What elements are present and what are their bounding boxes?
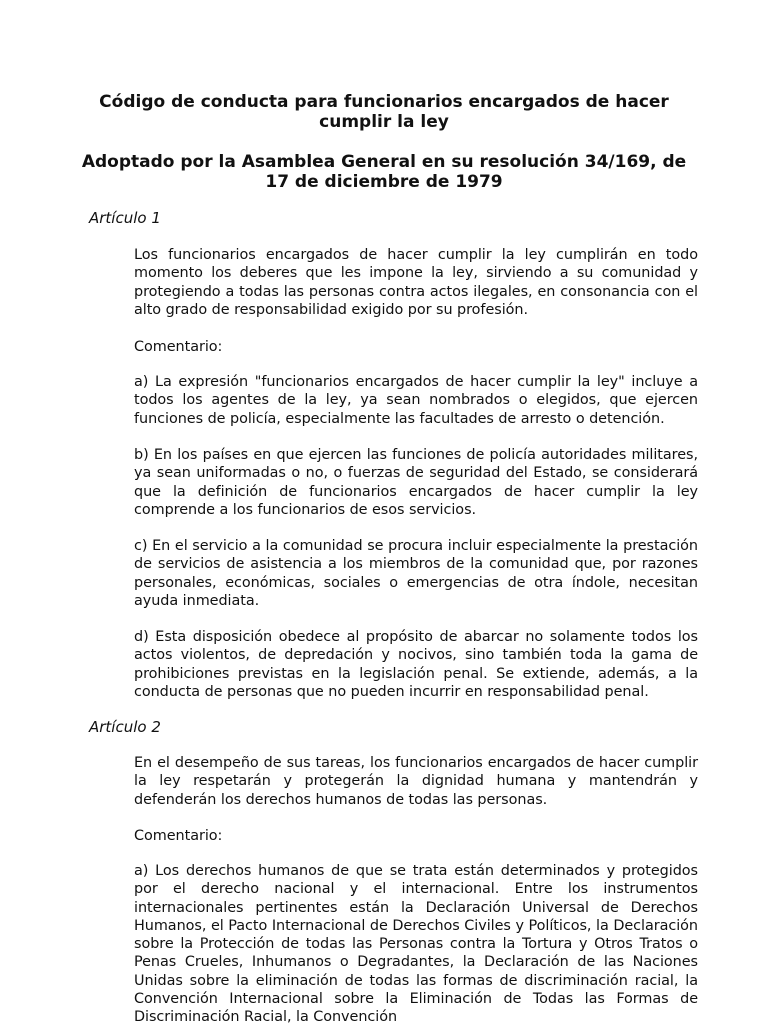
article-1-comment-d: d) Esta disposición obedece al propósito de abarcar no solamente todos los actos violentos, de depredación y nocivos, sino también toda la gama de prohibiciones previstas en la legislación penal. Se extiende, además, a la conducta de personas que no pueden incurrir en responsabilidad penal. — [134, 629, 698, 700]
article-2-text: En el desempeño de sus tareas, los funcionarios encargados de hacer cumplir la ley respetarán y protegerán la dignidad humana y mantendrán y defenderán los derechos humanos de todas las personas. — [134, 755, 698, 808]
article-1-comment-a: a) La expresión "funcionarios encargados de hacer cumplir la ley" incluye a todos los agentes de la ley, ya sean nombrados o elegidos, que ejercen funciones de policía, especialmente las facultades de arresto o detención. — [134, 374, 698, 427]
article-2-comment-label: Comentario: — [134, 828, 223, 844]
article-2-comment-a: a) Los derechos humanos de que se trata están determinados y protegidos por el derecho nacional y el internacional. Entre los instrumentos internacionales pertinentes están la Declaración Universal de Derechos Humanos, el Pacto Internacional de Derechos Civiles y Políticos, la Declaración sobre la Protección de todas las Personas contra la Tortura y Otros Tratos o Penas Crueles, Inhumanos o Degradantes, la Declaración de las Naciones Unidas sobre la eliminación de todas las formas de discriminación racial, la Convención Internacional sobre la Eliminación de Todas las Formas de Discriminación Racial, la Convención — [134, 863, 698, 1024]
article-1-comment-label: Comentario: — [134, 339, 223, 355]
article-1-text: Los funcionarios encargados de hacer cumplir la ley cumplirán en todo momento los deberes que les impone la ley, sirviendo a su comunidad y protegiendo a todas las personas contra actos ilegales, en consonancia con el alto grado de responsabilidad exigido por su profesión. — [134, 247, 698, 318]
document-subtitle: Adoptado por la Asamblea General en su resolución 34/169, de 17 de diciembre de 1979 — [81, 152, 687, 192]
document-title: Código de conducta para funcionarios encargados de hacer cumplir la ley — [99, 92, 669, 132]
article-1-comment-b: b) En los países en que ejercen las funciones de policía autoridades militares, ya sean uniformadas o no, o fuerzas de seguridad del Estado, se considerará que la definición de funcionarios encargados de hacer cumplir la ley comprende a los funcionarios de esos servicios. — [134, 447, 698, 518]
article-1-heading: Artículo 1 — [89, 209, 161, 227]
article-2-heading: Artículo 2 — [89, 718, 161, 736]
article-1-comment-c: c) En el servicio a la comunidad se procura incluir especialmente la prestación de servicios de asistencia a los miembros de la comunidad que, por razones personales, económicas, sociales o emergencias de otra índole, necesitan ayuda inmediata. — [134, 538, 698, 609]
